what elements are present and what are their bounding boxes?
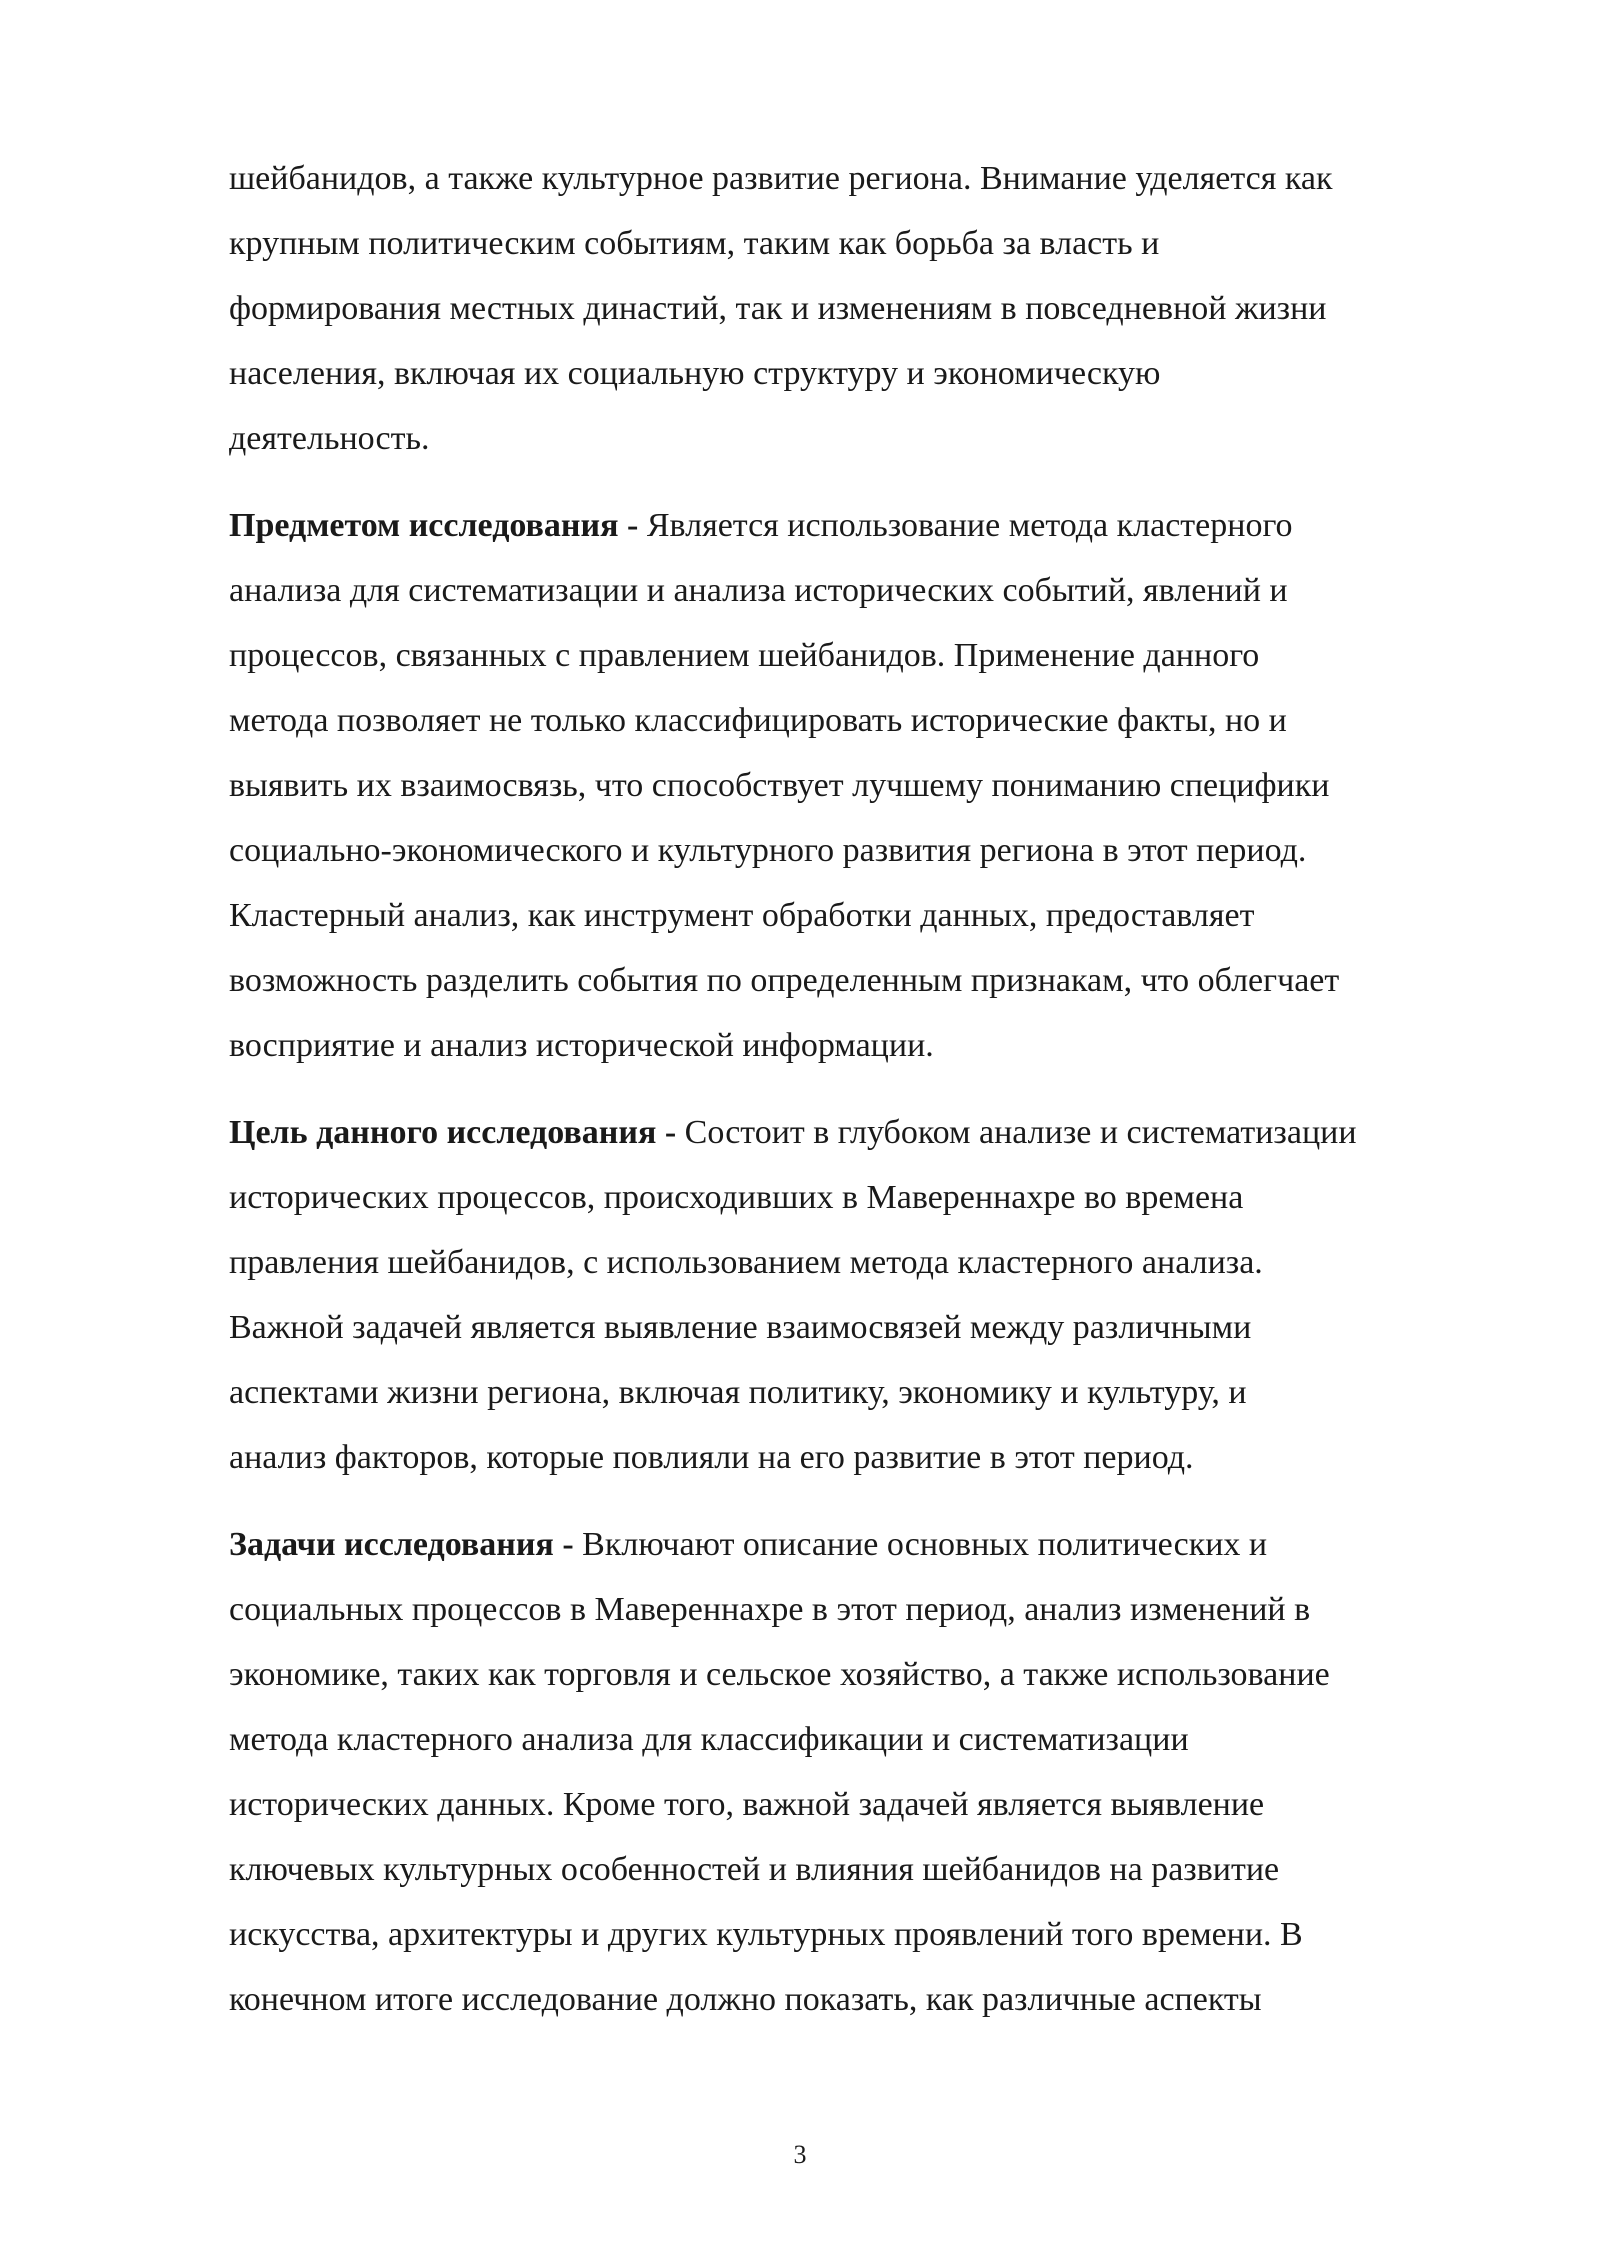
paragraph-text: Состоит в глубоком анализе и систематизации исторических процессов, происходивших в Мавереннахре во времена правления шейбанидов, с использованием метода кластерного анализа. Важной задачей является выявление взаимосвязей между различными аспектами жизни региона, включая политику, экономику и культуру, и анализ факторов, которые повлияли на его развитие в этот период. xyxy=(229,1114,1357,1476)
paragraph-text: шейбанидов, а также культурное развитие региона. Внимание уделяется как крупным политическим событиям, таким как борьба за власть и формирования местных династий, так и изменениям в повседневной жизни населения, включая их социальную структуру и экономическую деятельность. xyxy=(229,160,1333,457)
paragraph-text: Включают описание основных политических и социальных процессов в Мавереннахре в этот период, анализ изменений в экономике, таких как торговля и сельское хозяйство, а также использование метода кластерного анализа для классификации и систематизации исторических данных. Кроме того, важной задачей является выявление ключевых культурных особенностей и влияния шейбанидов на развитие искусства, архитектуры и других культурных проявлений того времени. В конечном итоге исследование должно показать, как различные аспекты xyxy=(229,1526,1330,2018)
paragraph-goal xyxy=(229,1100,1519,1490)
paragraph-intro xyxy=(229,146,1519,471)
page-body xyxy=(229,146,1519,2032)
paragraph-lead-subject: Предметом исследования - xyxy=(229,507,639,544)
paragraph-text: Является использование метода кластерного анализа для систематизации и анализа исторических событий, явлений и процессов, связанных с правлением шейбанидов. Применение данного метода позволяет не только классифицировать исторические факты, но и выявить их взаимосвязь, что способствует лучшему пониманию специфики социально-экономического и культурного развития региона в этот период. Кластерный анализ, как инструмент обработки данных, предоставляет возможность разделить события по определенным признакам, что облегчает восприятие и анализ исторической информации. xyxy=(229,507,1340,1064)
paragraph-lead-goal: Цель данного исследования - xyxy=(229,1114,677,1151)
paragraph-tasks xyxy=(229,1512,1519,2032)
page-number: 3 xyxy=(793,2140,807,2169)
paragraph-subject xyxy=(229,493,1519,1078)
paragraph-lead-tasks: Задачи исследования - xyxy=(229,1526,574,1563)
